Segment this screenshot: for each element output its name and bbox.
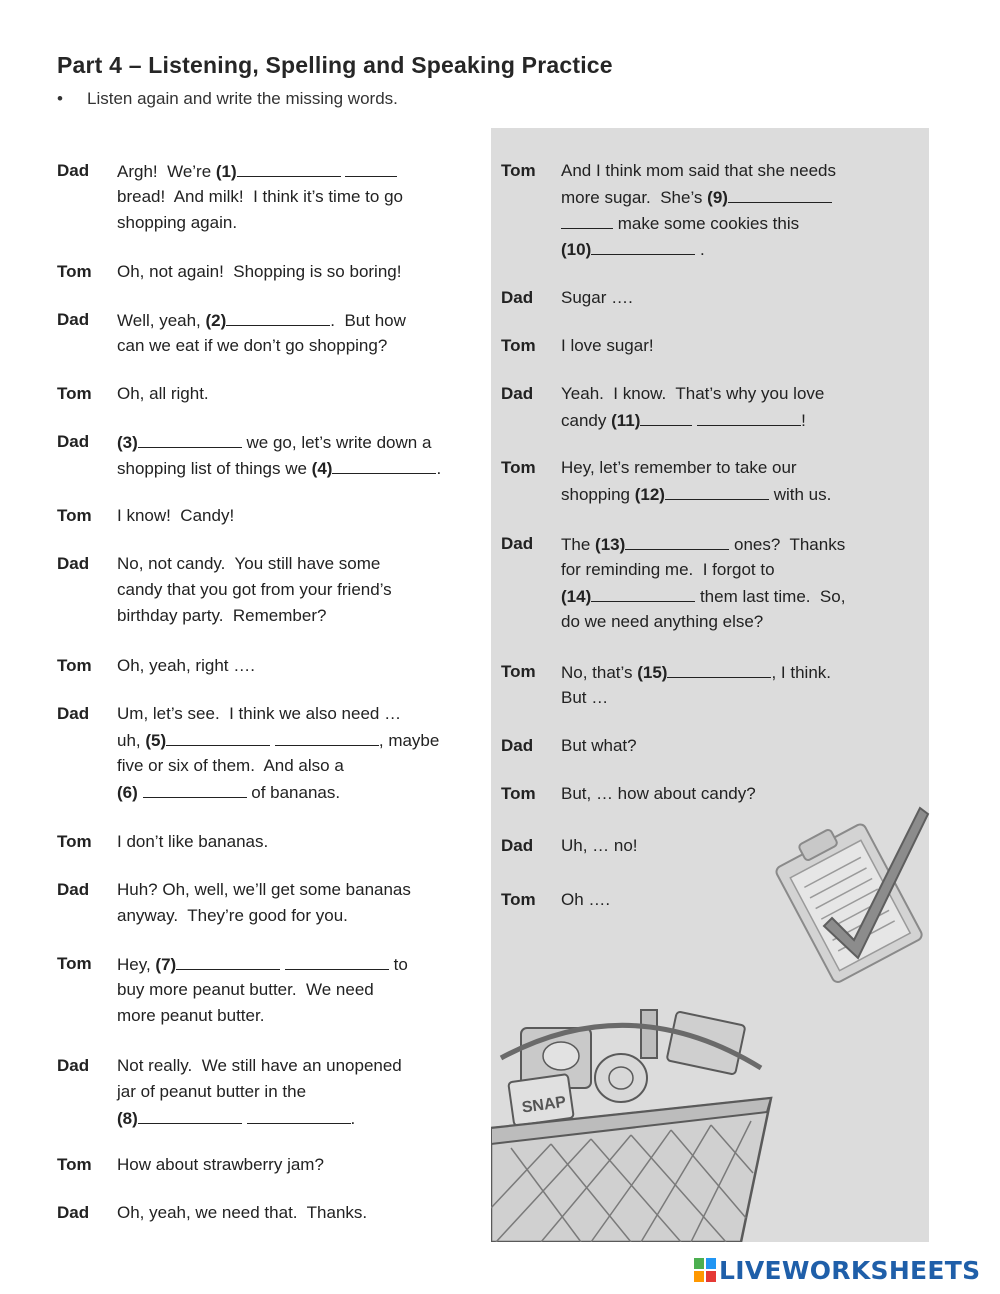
dialogue-text: How about strawberry jam? [117, 1155, 324, 1174]
dialogue-text: Oh …. [561, 890, 611, 909]
blank-number: (3) [117, 433, 138, 452]
answer-blank[interactable] [332, 455, 436, 474]
page-title: Part 4 – Listening, Spelling and Speaking Practice [57, 52, 613, 78]
dialogue-text: . [350, 1109, 356, 1128]
dialogue-line [117, 701, 401, 727]
dialogue-line [117, 877, 411, 903]
dialogue-text: uh, [117, 731, 146, 750]
dialogue-line [117, 381, 209, 407]
blank-number: (14) [561, 587, 592, 606]
speaker-label: Dad [501, 736, 534, 755]
blank-number: (11) [611, 411, 641, 430]
dialogue-text: Not really. We still have an unopened [117, 1056, 402, 1075]
dialogue-text: more peanut butter. [117, 1006, 265, 1025]
dialogue-text: can we eat if we don’t go shopping? [117, 336, 388, 355]
dialogue-line [117, 551, 380, 577]
dialogue-line [117, 1079, 306, 1105]
dialogue-text: ! [801, 411, 806, 430]
answer-blank[interactable] [166, 727, 270, 746]
dialogue-text: I don’t like bananas. [117, 832, 269, 851]
dialogue-line [117, 158, 397, 185]
dialogue-text: But … [561, 688, 609, 707]
dialogue-line [561, 158, 836, 184]
dialogue-text: . But how [330, 311, 406, 330]
dialogue-text: Sugar …. [561, 288, 633, 307]
answer-blank[interactable] [285, 951, 389, 970]
answer-blank[interactable] [247, 1105, 351, 1124]
dialogue-line [117, 977, 374, 1003]
speaker-label: Dad [57, 1056, 90, 1075]
dialogue-line [117, 1003, 264, 1029]
dialogue-line [117, 903, 348, 929]
dialogue-line [561, 531, 845, 558]
dialogue-line [117, 829, 268, 855]
instruction [57, 89, 398, 109]
speaker-label: Dad [501, 836, 534, 855]
answer-blank[interactable] [728, 184, 832, 203]
clipboard-check-illustration [762, 800, 932, 1000]
blank-number: (10) [561, 240, 592, 259]
dialogue-line [117, 779, 340, 806]
dialogue-text: buy more peanut butter. We need [117, 980, 374, 999]
answer-blank[interactable] [697, 407, 801, 426]
dialogue-text: ones? Thanks [729, 535, 846, 554]
answer-blank[interactable] [667, 659, 771, 678]
dialogue-line [561, 685, 608, 711]
speaker-label: Dad [57, 1203, 90, 1222]
dialogue-text: to [388, 955, 408, 974]
dialogue-text: candy [561, 411, 612, 430]
dialogue-text: Oh, yeah, we need that. Thanks. [117, 1203, 368, 1222]
speaker-label: Tom [501, 458, 536, 477]
dialogue-line [561, 833, 638, 859]
dialogue-line [561, 455, 797, 481]
dialogue-line [561, 184, 832, 211]
answer-blank[interactable] [625, 531, 729, 550]
speaker-label: Dad [57, 704, 90, 723]
dialogue-text: Hey, [117, 955, 156, 974]
dialogue-line [561, 781, 756, 807]
dialogue-line [117, 210, 237, 236]
dialogue-text: birthday party. Remember? [117, 606, 327, 625]
speaker-label: Tom [57, 954, 92, 973]
blank-number: (6) [117, 783, 138, 802]
dialogue-text: shopping again. [117, 213, 238, 232]
dialogue-line [117, 184, 403, 210]
blank-number: (12) [634, 485, 665, 504]
dialogue-text: Huh? Oh, well, we’ll get some bananas [117, 880, 411, 899]
answer-blank[interactable] [138, 1105, 242, 1124]
dialogue-text: Oh, yeah, right …. [117, 656, 255, 675]
dialogue-text: shopping [561, 485, 635, 504]
dialogue-line [561, 210, 799, 237]
speaker-label: Tom [501, 336, 536, 355]
blank-number: (1) [215, 162, 237, 181]
dialogue-text: Hey, let’s remember to take our [561, 458, 797, 477]
blank-number: (7) [155, 955, 177, 974]
dialogue-text: do we need anything else? [561, 612, 764, 631]
dialogue-line [117, 1152, 324, 1178]
logo-text: LIVEWORKSHEETS [719, 1255, 981, 1285]
blank-number: (4) [311, 459, 333, 478]
speaker-label: Tom [501, 784, 536, 803]
dialogue-text: I know! Candy! [117, 506, 235, 525]
speaker-label: Dad [501, 288, 534, 307]
dialogue-line [117, 1053, 402, 1079]
dialogue-line [117, 503, 234, 529]
dialogue-line [561, 659, 831, 686]
dialogue-line [117, 259, 401, 285]
dialogue-line [117, 1105, 355, 1132]
dialogue-text: Oh, all right. [117, 384, 209, 403]
answer-blank[interactable] [591, 583, 695, 602]
dialogue-text: . [436, 459, 442, 478]
dialogue-text: Oh, not again! Shopping is so boring! [117, 262, 402, 281]
answer-blank[interactable] [226, 307, 330, 326]
dialogue-text: make some cookies this [613, 214, 800, 233]
answer-blank[interactable] [591, 236, 695, 255]
speaker-label: Tom [57, 832, 92, 851]
dialogue-text: No, that’s [561, 663, 638, 682]
dialogue-text: . [695, 240, 705, 259]
dialogue-line [117, 727, 439, 754]
dialogue-line [561, 381, 824, 407]
dialogue-text: Uh, … no! [561, 836, 638, 855]
blank-number: (2) [205, 311, 227, 330]
dialogue-text: more sugar. She’s [561, 188, 708, 207]
instruction-text: Listen again and write the missing words. [87, 89, 398, 108]
answer-blank[interactable] [138, 429, 242, 448]
dialogue-text: , maybe [378, 731, 440, 750]
dialogue-line [561, 481, 831, 508]
speaker-label: Dad [501, 534, 534, 553]
speaker-label: Dad [57, 554, 90, 573]
dialogue-text: bread! And milk! I think it’s time to go [117, 187, 403, 206]
speaker-label: Tom [501, 662, 536, 681]
answer-blank[interactable] [665, 481, 769, 500]
speaker-label: Tom [501, 161, 536, 180]
answer-blank[interactable] [176, 951, 280, 970]
dialogue-text: The [561, 535, 596, 554]
dialogue-text: Well, yeah, [117, 311, 206, 330]
dialogue-text: , I think. [771, 663, 831, 682]
speaker-label: Dad [57, 432, 90, 451]
answer-blank[interactable] [275, 727, 379, 746]
dialogue-text: five or six of them. And also a [117, 756, 344, 775]
blank-number: (8) [117, 1109, 138, 1128]
blank-number: (9) [707, 188, 728, 207]
dialogue-line [117, 753, 344, 779]
dialogue-text: Um, let’s see. I think we also need … [117, 704, 402, 723]
blank-number: (5) [145, 731, 167, 750]
dialogue-line [117, 429, 431, 456]
answer-blank[interactable] [640, 407, 692, 426]
speaker-label: Tom [57, 262, 92, 281]
dialogue-line [117, 455, 441, 482]
dialogue-text: No, not candy. You still have some [117, 554, 381, 573]
dialogue-line [561, 733, 637, 759]
dialogue-text: anyway. They’re good for you. [117, 906, 348, 925]
dialogue-text: candy that you got from your friend’s [117, 580, 392, 599]
dialogue-line [117, 653, 255, 679]
dialogue-text: I love sugar! [561, 336, 654, 355]
grocery-basket-illustration [491, 998, 791, 1242]
speaker-label: Tom [57, 656, 92, 675]
dialogue-line [117, 307, 406, 334]
answer-blank[interactable] [237, 158, 341, 177]
dialogue-text: jar of peanut butter in the [117, 1082, 307, 1101]
speaker-label: Tom [501, 890, 536, 909]
dialogue-line [561, 333, 654, 359]
dialogue-line [117, 577, 392, 603]
logo-blocks-icon [694, 1258, 716, 1282]
dialogue-text: we go, let’s write down a [241, 433, 432, 452]
speaker-label: Dad [57, 161, 90, 180]
speaker-label: Tom [57, 384, 92, 403]
speaker-label: Tom [57, 506, 92, 525]
speaker-label: Dad [57, 880, 90, 899]
dialogue-line [117, 333, 387, 359]
dialogue-text: And I think mom said that she needs [561, 161, 836, 180]
blank-number: (13) [595, 535, 626, 554]
dialogue-line [117, 951, 408, 978]
dialogue-line [561, 285, 633, 311]
dialogue-text: But what? [561, 736, 637, 755]
basket-label: SNAP [520, 1093, 568, 1117]
dialogue-line [561, 407, 806, 434]
liveworksheets-logo [694, 1254, 980, 1286]
dialogue-line [117, 603, 326, 629]
answer-blank[interactable] [561, 210, 613, 229]
dialogue-text: for reminding me. I forgot to [561, 560, 775, 579]
dialogue-text: them last time. So, [695, 587, 846, 606]
dialogue-text: with us. [768, 485, 832, 504]
answer-blank[interactable] [143, 779, 247, 798]
dialogue-text: Argh! We’re [117, 162, 216, 181]
dialogue-line [561, 557, 775, 583]
dialogue-text: But, … how about candy? [561, 784, 756, 803]
speaker-label: Tom [57, 1155, 92, 1174]
answer-blank[interactable] [345, 158, 397, 177]
bullet-icon: • [57, 89, 63, 108]
dialogue-text: shopping list of things we [117, 459, 312, 478]
dialogue-line [117, 1200, 367, 1226]
speaker-label: Dad [57, 310, 90, 329]
dialogue-line [561, 583, 845, 610]
dialogue-line [561, 887, 610, 913]
dialogue-line [561, 609, 763, 635]
dialogue-text: of bananas. [246, 783, 341, 802]
speaker-label: Dad [501, 384, 534, 403]
dialogue-line [561, 236, 705, 263]
blank-number: (15) [637, 663, 668, 682]
dialogue-text: Yeah. I know. That’s why you love [561, 384, 825, 403]
